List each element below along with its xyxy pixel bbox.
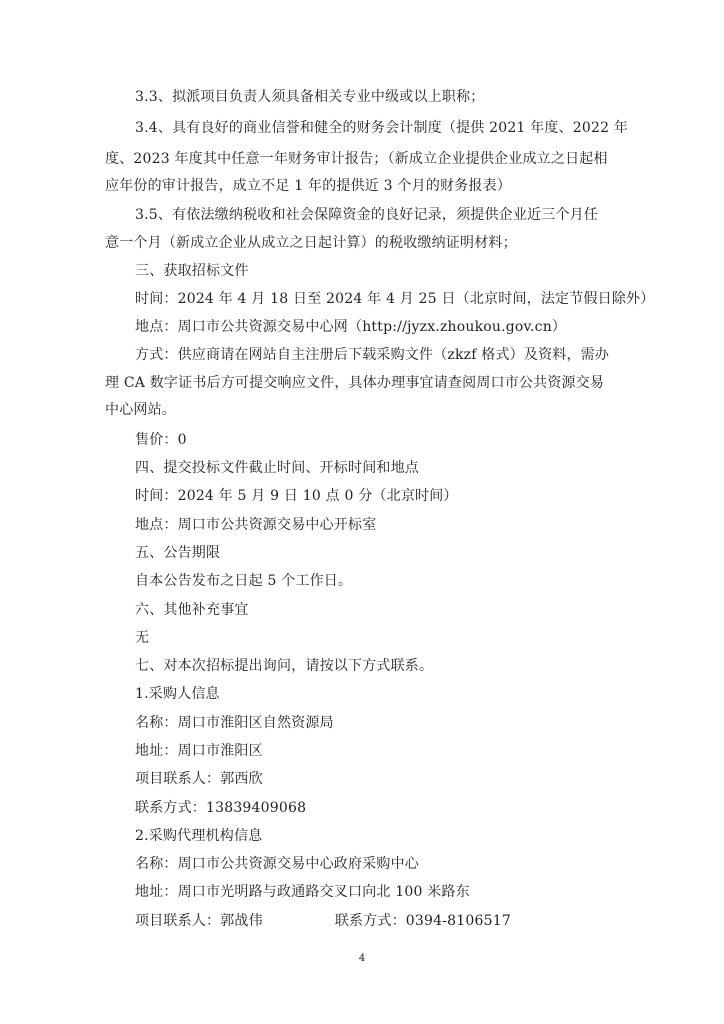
text-line: 时间：2024 年 5 月 9 日 10 点 0 分（北京时间） bbox=[135, 488, 458, 504]
text-line: 自本公告发布之日起 5 个工作日。 bbox=[135, 573, 353, 589]
text-line: 无 bbox=[135, 630, 150, 646]
contact-line bbox=[135, 912, 511, 930]
text-line: 理 CA 数字证书后方可提交响应文件，具体办理事宜请查阅周口市公共资源交易 bbox=[105, 375, 605, 391]
text-line: 3.4、具有良好的商业信誉和健全的财务会计制度（提供 2021 年度、2022 年 bbox=[135, 120, 629, 136]
text-line: 时间：2024 年 4 月 18 日至 2024 年 4 月 25 日（北京时间，法定节假日除外） bbox=[135, 291, 655, 307]
section-heading: 三、获取招标文件 bbox=[135, 263, 249, 279]
text-line: 售价：0 bbox=[135, 432, 187, 448]
section-heading: 六、其他补充事宜 bbox=[135, 602, 249, 618]
text-line: 应年份的审计报告，成立不足 1 年的提供近 3 个月的财务报表） bbox=[105, 178, 512, 194]
text-line: 名称：周口市淮阳区自然资源局 bbox=[135, 715, 334, 731]
text-line: 地点：周口市公共资源交易中心开标室 bbox=[135, 517, 377, 533]
page-number: 4 bbox=[358, 953, 366, 964]
section-heading: 四、提交投标文件截止时间、开标时间和地点 bbox=[135, 460, 419, 476]
text-line: 地址：周口市光明路与政通路交叉口向北 100 米路东 bbox=[135, 884, 470, 900]
text-line: 名称：周口市公共资源交易中心政府采购中心 bbox=[135, 856, 419, 872]
text-line: 地址：周口市淮阳区 bbox=[135, 743, 263, 759]
text-line: 意一个月（新成立企业从成立之日起计算）的税收缴纳证明材料； bbox=[105, 235, 517, 251]
text-line: 项目联系人：郭西欣 bbox=[135, 771, 263, 787]
subsection-heading: 1.采购人信息 bbox=[135, 686, 220, 702]
text-line: 3.5、有依法缴纳税收和社会保障资金的良好记录，须提供企业近三个月任 bbox=[135, 207, 599, 223]
text-line: 地点：周口市公共资源交易中心网（http://jyzx.zhoukou.gov.cn） bbox=[135, 319, 567, 335]
section-heading: 七、对本次招标提出询问，请按以下方式联系。 bbox=[135, 658, 434, 674]
subsection-heading: 2.采购代理机构信息 bbox=[135, 828, 263, 844]
text-line: 度、2023 年度其中任意一年财务审计报告；（新成立企业提供企业成立之日起相 bbox=[105, 151, 608, 167]
contact-phone: 联系方式：0394-8106517 bbox=[334, 913, 511, 929]
text-line: 中心网站。 bbox=[105, 402, 176, 418]
text-line: 联系方式：13839409068 bbox=[135, 800, 307, 816]
contact-person: 项目联系人：郭战伟 bbox=[135, 913, 263, 929]
text-line: 方式：供应商请在网站自主注册后下载采购文件（zkzf 格式）及资料，需办 bbox=[135, 347, 610, 363]
text-line: 3.3、拟派项目负责人须具备相关专业中级或以上职称； bbox=[135, 89, 485, 105]
section-heading: 五、公告期限 bbox=[135, 545, 221, 561]
